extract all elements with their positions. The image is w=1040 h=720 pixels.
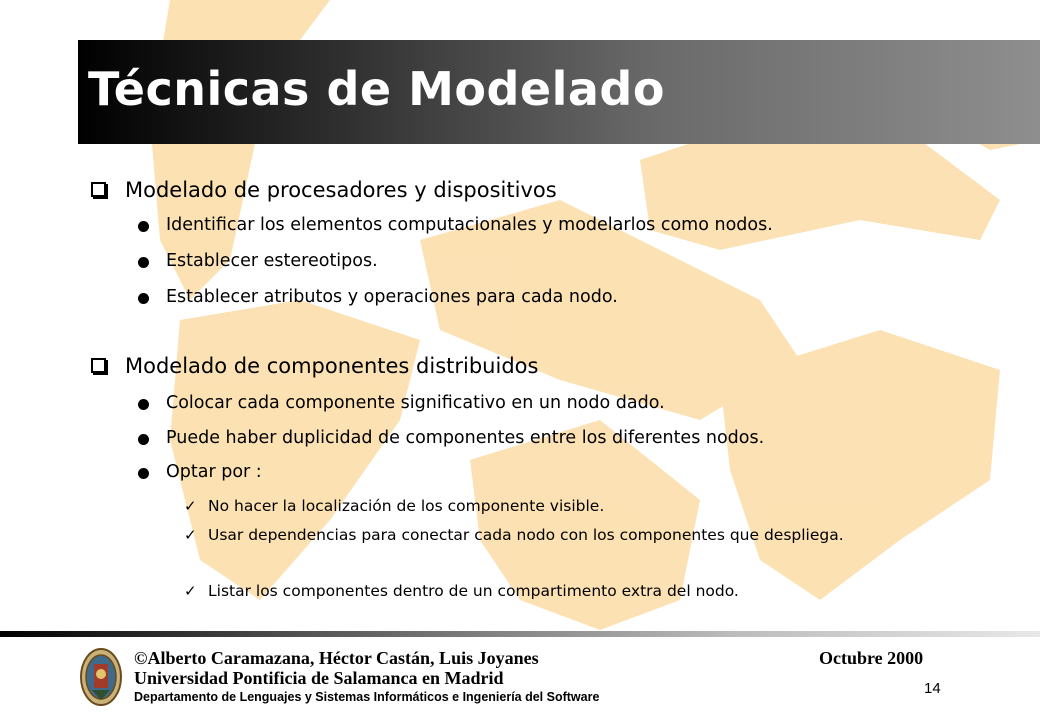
list-item: Establecer atributos y operaciones para cada nodo. <box>166 287 618 307</box>
footer-department: Departamento de Lenguajes y Sistemas Informáticos e Ingeniería del Software <box>134 690 600 704</box>
list-item: Establecer estereotipos. <box>166 251 378 271</box>
section-heading-components: Modelado de componentes distribuidos <box>125 354 538 378</box>
university-seal-icon <box>80 648 122 706</box>
footer-university: Universidad Pontificia de Salamanca en Madrid <box>134 668 504 688</box>
hollow-square-icon <box>91 182 106 197</box>
sub-list-item: ✓ Usar dependencias para conectar cada nodo con los componentes que despliega. <box>184 526 844 544</box>
hollow-square-icon <box>91 358 106 373</box>
slide-title: Técnicas de Modelado <box>88 62 665 116</box>
sub-list-item: ✓ Listar los componentes dentro de un compartimento extra del nodo. <box>184 582 739 600</box>
sub-list-item: ✓ No hacer la localización de los componente visible. <box>184 497 605 515</box>
filled-circle-icon <box>138 399 149 410</box>
footer-date: Octubre 2000 <box>819 648 924 668</box>
list-item: Identificar los elementos computacionales y modelarlos como nodos. <box>166 215 773 235</box>
page-number: 14 <box>924 680 941 697</box>
section-heading-processors: Modelado de procesadores y dispositivos <box>125 178 557 202</box>
filled-circle-icon <box>138 468 149 479</box>
list-item: Puede haber duplicidad de componentes entre los diferentes nodos. <box>166 428 764 448</box>
checkmark-icon: ✓ <box>184 526 197 544</box>
filled-circle-icon <box>138 221 149 232</box>
filled-circle-icon <box>138 434 149 445</box>
footer-authors: ©Alberto Caramazana, Héctor Castán, Luis Joyanes <box>134 648 539 668</box>
filled-circle-icon <box>138 257 149 268</box>
list-item: Colocar cada componente significativo en un nodo dado. <box>166 393 665 413</box>
filled-circle-icon <box>138 293 149 304</box>
checkmark-icon: ✓ <box>184 582 197 600</box>
list-item: Optar por : <box>166 462 262 482</box>
checkmark-icon: ✓ <box>184 497 197 515</box>
footer-divider <box>0 631 1040 637</box>
